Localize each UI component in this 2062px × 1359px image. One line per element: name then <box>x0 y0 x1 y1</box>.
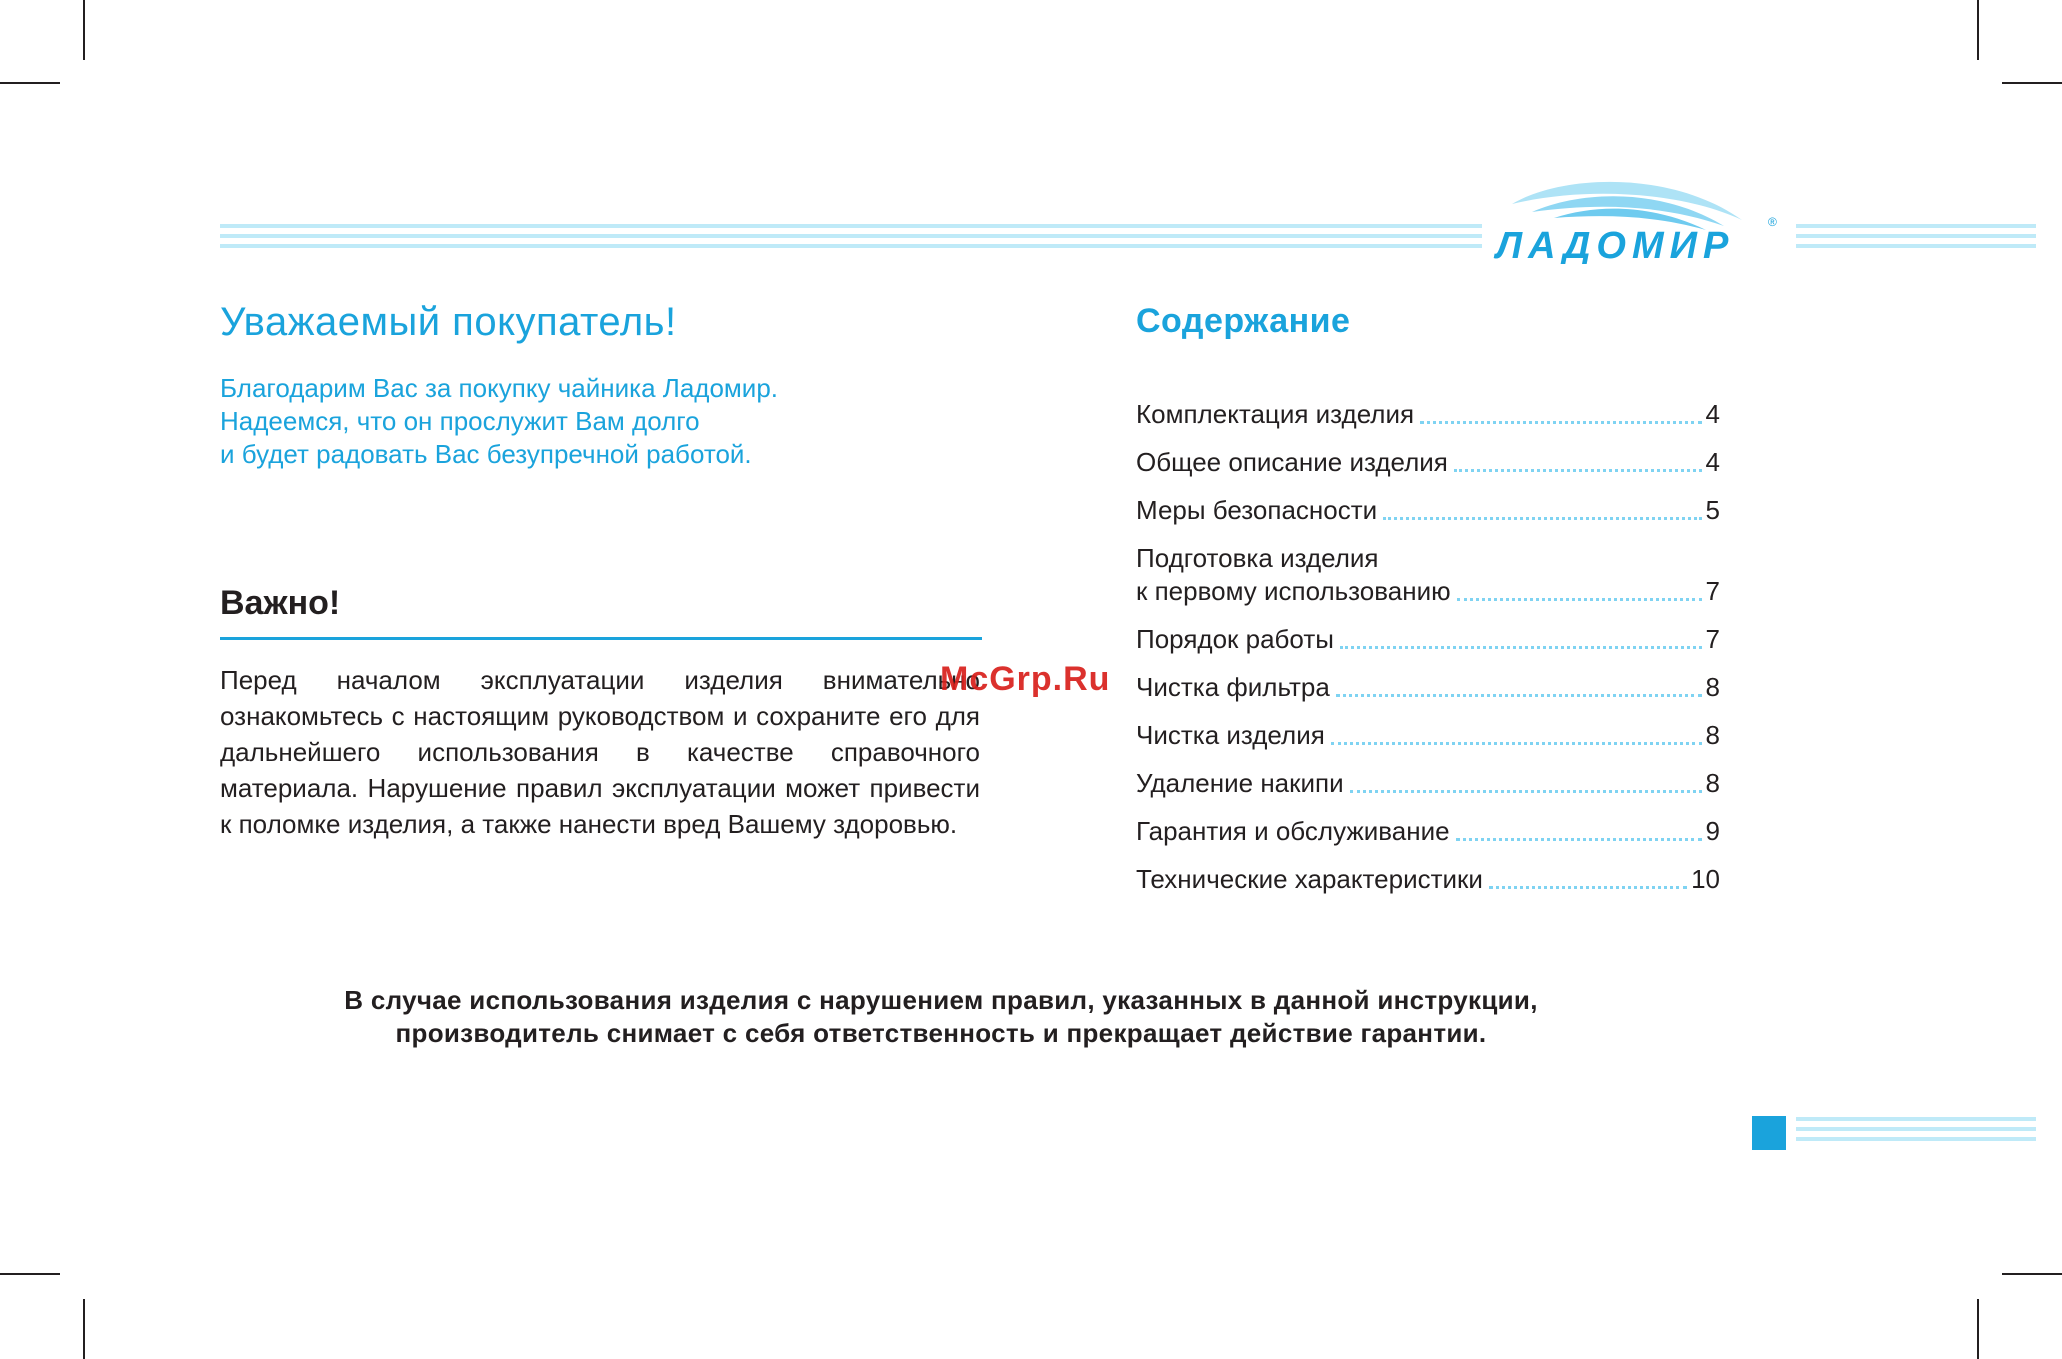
watermark-text: McGrp.Ru <box>940 660 1111 698</box>
greeting-text <box>220 372 778 471</box>
toc-leader-dots <box>1456 838 1702 841</box>
toc-item-product-cleaning[interactable] <box>1136 719 1720 752</box>
contents-title: Содержание <box>1136 302 1351 340</box>
toc-item-label: Гарантия и обслуживание <box>1136 816 1450 846</box>
toc-item-page: 4 <box>1705 399 1720 429</box>
toc-leader-dots <box>1331 742 1702 745</box>
toc-item-label: Удаление накипи <box>1136 768 1344 798</box>
footer-stripes-right <box>1796 1117 2036 1147</box>
page-marker-square <box>1752 1116 1786 1150</box>
toc-item-label: Комплектация изделия <box>1136 399 1415 429</box>
toc-item-filter-cleaning[interactable] <box>1136 671 1720 704</box>
warranty-warning <box>220 984 1662 1050</box>
toc-item-page: 8 <box>1705 720 1720 750</box>
toc-item-preparation[interactable] <box>1136 542 1720 608</box>
toc-item-label-line-1: Подготовка изделия <box>1136 543 1379 573</box>
toc-item-label: Порядок работы <box>1136 624 1334 654</box>
toc-item-page: 8 <box>1705 672 1720 702</box>
warning-line-2: производитель снимает с себя ответственность и прекращает действие гарантии. <box>395 1018 1487 1048</box>
greeting-line-1: Благодарим Вас за покупку чайника Ладомир. <box>220 373 778 403</box>
toc-item-label: Технические характеристики <box>1136 864 1483 894</box>
crop-mark-bottom-left-horizontal <box>0 1273 60 1275</box>
header-stripes-left <box>220 224 1482 254</box>
brand-logo <box>1492 172 1784 264</box>
table-of-contents <box>1136 398 1720 911</box>
toc-item-operation[interactable] <box>1136 623 1720 656</box>
crop-mark-top-right-horizontal <box>2002 82 2062 84</box>
toc-item-descaling[interactable] <box>1136 767 1720 800</box>
greeting-line-2: Надеемся, что он прослужит Вам долго <box>220 406 700 436</box>
toc-item-page: 10 <box>1691 864 1720 894</box>
logo-registered-mark: ® <box>1768 215 1777 229</box>
toc-item-label-line-2: к первому использованию <box>1136 576 1451 606</box>
important-heading: Важно! <box>220 584 341 622</box>
crop-mark-top-left-horizontal <box>0 82 60 84</box>
crop-mark-top-left-vertical <box>83 0 85 60</box>
toc-item-page: 4 <box>1705 447 1720 477</box>
greeting-title: Уважаемый покупатель! <box>220 300 677 344</box>
toc-item-page: 7 <box>1705 576 1720 606</box>
greeting-line-3: и будет радовать Вас безупречной работой. <box>220 439 752 469</box>
warning-line-1: В случае использования изделия с нарушением правил, указанных в данной инструкции, <box>344 985 1538 1015</box>
important-paragraph: Перед началом эксплуатации изделия внимательно ознакомьтесь с настоящим руководством и сохраните его для дальнейшего использования в качестве справочного материала. Нарушение правил эксплуатации может привести к поломке изделия, а также нанести вред Вашему здоровью. <box>220 665 980 839</box>
toc-item-page: 5 <box>1705 495 1720 525</box>
important-divider <box>220 637 982 640</box>
logo-wordmark: ЛАДОМИР <box>1496 225 1735 264</box>
toc-item-equipment[interactable] <box>1136 398 1720 431</box>
toc-item-label: Меры безопасности <box>1136 495 1378 525</box>
toc-item-page: 7 <box>1705 624 1720 654</box>
toc-item-label: Чистка фильтра <box>1136 672 1330 702</box>
toc-item-page: 9 <box>1705 816 1720 846</box>
toc-leader-dots <box>1336 694 1702 697</box>
toc-item-general-description[interactable] <box>1136 446 1720 479</box>
toc-item-label <box>1136 542 1451 608</box>
toc-item-label: Чистка изделия <box>1136 720 1325 750</box>
toc-leader-dots <box>1489 886 1687 889</box>
toc-leader-dots <box>1454 469 1702 472</box>
toc-item-warranty[interactable] <box>1136 815 1720 848</box>
toc-leader-dots <box>1420 421 1701 424</box>
toc-item-safety[interactable] <box>1136 494 1720 527</box>
crop-mark-bottom-left-vertical <box>83 1299 85 1359</box>
toc-leader-dots <box>1350 790 1702 793</box>
toc-leader-dots <box>1340 646 1702 649</box>
crop-mark-top-right-vertical <box>1977 0 1979 60</box>
crop-mark-bottom-right-horizontal <box>2002 1273 2062 1275</box>
header-stripes-right <box>1796 224 2036 254</box>
toc-item-page: 8 <box>1705 768 1720 798</box>
toc-item-specifications[interactable] <box>1136 863 1720 896</box>
toc-item-label: Общее описание изделия <box>1136 447 1448 477</box>
crop-mark-bottom-right-vertical <box>1977 1299 1979 1359</box>
toc-leader-dots <box>1383 517 1701 520</box>
toc-leader-dots <box>1457 598 1702 601</box>
